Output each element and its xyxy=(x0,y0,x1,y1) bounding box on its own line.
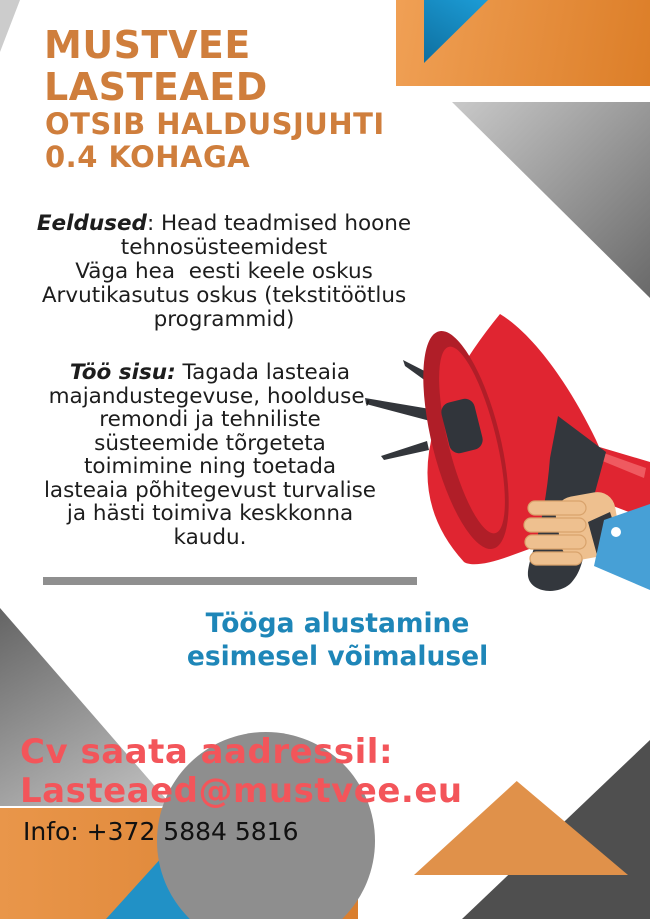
requirements-intro xyxy=(18,212,430,260)
requirement-computer: Arvutikasutus oskus (tekstitöötlus programmid) xyxy=(41,283,407,332)
requirements-label: Eeldused xyxy=(36,211,147,236)
title-line-2: LASTEAED xyxy=(44,65,268,109)
info-phone: Info: +372 5884 5816 xyxy=(23,817,299,846)
start-note-line-1: Tööga alustamine xyxy=(205,608,470,639)
cv-email: Lasteaed@mustvee.eu xyxy=(20,771,463,811)
subtitle-line-2: 0.4 KOHAGA xyxy=(45,140,251,174)
start-note-line-2: esimesel võimalusel xyxy=(186,641,489,672)
poster-subtitle xyxy=(45,108,385,174)
start-note xyxy=(135,607,540,673)
cv-address-heading: Cv saata aadressil: xyxy=(20,732,394,772)
requirements-intro-text: : Head teadmised hoone tehnosüsteemidest xyxy=(120,211,412,260)
job-text: Tagada lasteaia majandustegevuse, hoolduse, remondi ja tehniliste süsteemide tõrgeteta toimimine ning toetada lasteaia põhitegevust turvalise ja hästi toimiva keskkonna kaudu. xyxy=(43,360,377,550)
megaphone-icon xyxy=(358,298,650,610)
corner-sliver-shape xyxy=(0,0,20,52)
cv-address-section xyxy=(20,733,463,811)
requirement-language: Väga hea eesti keele oskus xyxy=(75,259,373,284)
poster-title xyxy=(44,24,268,108)
subtitle-line-1: OTSIB HALDUSJUHTI xyxy=(45,107,385,141)
job-description-section xyxy=(42,361,378,549)
job-label: Töö sisu: xyxy=(69,360,176,385)
title-line-1: MUSTVEE xyxy=(44,23,251,67)
gray-triangle-right-shape xyxy=(452,102,650,298)
requirements-section xyxy=(18,212,430,332)
